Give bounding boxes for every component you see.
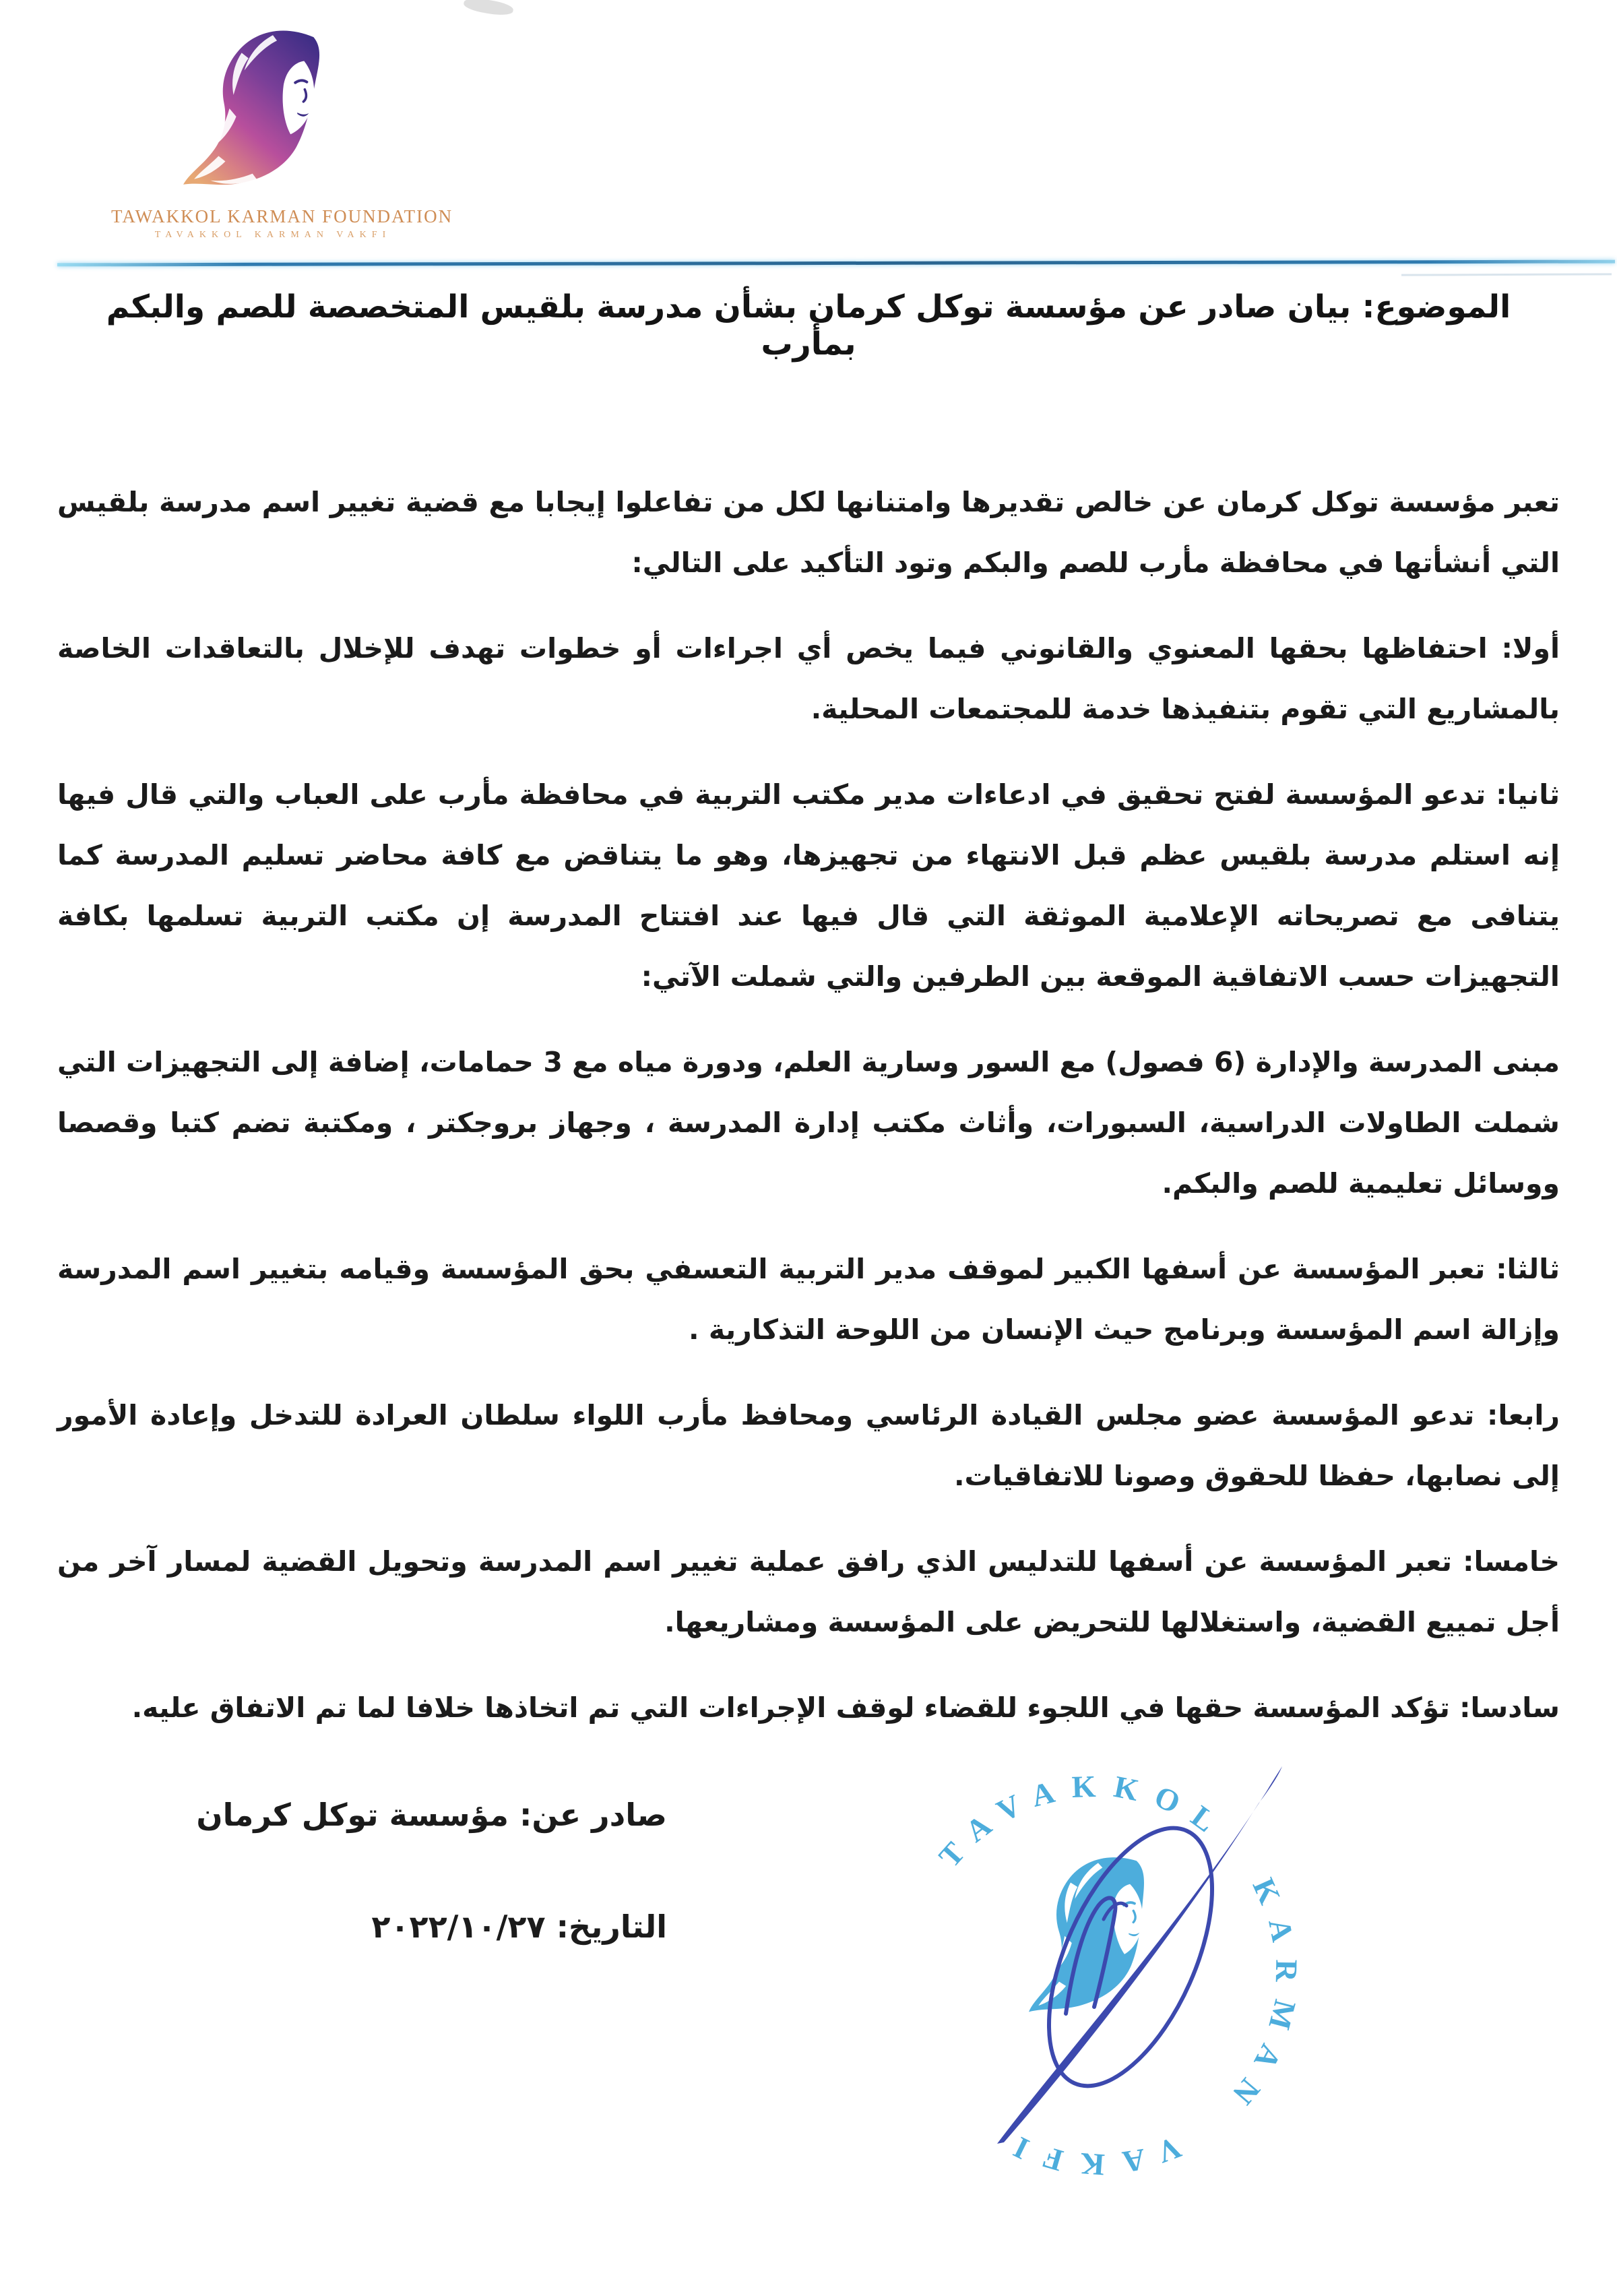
letter-footer [0,1763,1617,2275]
header-divider-echo [1401,273,1612,276]
issued-by-line: صادر عن: مؤسسة توكل كرمان [196,1797,667,1833]
letter-header [0,0,1617,472]
hijab-woman-logo-icon [162,20,384,204]
paragraph-fourth: رابعا: تدعو المؤسسة عضو مجلس القيادة الرئاسي ومحافظ مأرب اللواء سلطان العرادة للتدخل وإعادة الأمور إلى نصابها، حفظا للحقوق وصونا للاتفاقيات. [57,1399,1560,1492]
issued-block [196,1797,667,1945]
paragraph-sixth: سادسا: تؤكد المؤسسة حقها في اللجوء للقضاء لوقف الإجراءات التي تم اتخاذها خلافا لما تم الاتفاق عليه. [131,1692,1560,1724]
foundation-stamp-icon [925,1747,1325,2197]
paragraph-third: ثالثا: تعبر المؤسسة عن أسفها الكبير لموقف مدير التربية التعسفي بحق المؤسسة وقيامه بتغيير اسم المدرسة وإزالة اسم المؤسسة وبرنامج حيث الإنسان من اللوحة التذكارية . [57,1253,1560,1346]
date-line: التاريخ: ٢٠٢٢/١٠/٢٧ [371,1909,667,1945]
subject-title: الموضوع: بيان صادر عن مؤسسة توكل كرمان بشأن مدرسة بلقيس المتخصصة للصم والبكم بمأرب [106,288,1511,363]
paragraph-equipment: مبنى المدرسة والإدارة (6 فصول) مع السور وسارية العلم، ودورة مياه مع 3 حمامات، إضافة إلى التجهيزات التي شملت الطاولات الدراسية، السبورات، وأثاث مكتب إدارة المدرسة ، وجهاز بروجكتر ، ومكتبة تضم كتبا وقصصا ووسائل تعليمية للصم والبكم. [57,1046,1560,1200]
paragraph-first: أولا: احتفاظها بحقها المعنوي والقانوني فيما يخص أي اجراءات أو خطوات تهدف للإخلال بالتعاقدات الخاصة بالمشاريع التي تقوم بتنفيذها خدمة للمجتمعات المحلية. [57,632,1560,725]
stamp-and-signature [835,1696,1361,2208]
paragraph-second: ثانيا: تدعو المؤسسة لفتح تحقيق في ادعاءات مدير مكتب التربية في محافظة مأرب على العباب والتي قال فيها إنه استلم مدرسة بلقيس عظم قبل الانتهاء من تجهيزها، وهو ما يتناقض مع كافة محاضر تسليم المدرسة كما يتنافى مع تصريحاته الإعلامية الموثقة التي قال فيها عند افتتاح المدرسة إن مكتب التربية تسلمها بكافة التجهيزات حسب الاتفاقية الموقعة بين الطرفين والتي شملت الآتي: [57,778,1560,993]
stamp-ring-text: TAVAKKOL KARMAN VAKFI [932,1768,1304,2183]
paragraph-intro: تعبر مؤسسة توكل كرمان عن خالص تقديرها وامتنانها لكل من تفاعلوا إيجابا مع قضية تغيير اسم مدرسة بلقيس التي أنشأتها في محافظة مأرب للصم والبكم وتود التأكيد على التالي: [57,486,1560,579]
scan-smudge [463,0,514,18]
foundation-logo [111,20,453,241]
foundation-name-en: TAWAKKOL KARMAN FOUNDATION [111,206,453,226]
paragraph-fifth: خامسا: تعبر المؤسسة عن أسفها للتدليس الذي رافق عملية تغيير اسم المدرسة وتحويل القضية لمسار آخر من أجل تمييع القضية، واستغلالها للتحريض على المؤسسة ومشاريعها. [57,1545,1560,1638]
letter-body [57,472,1560,1738]
foundation-name-tr: TAVAKKOL KARMAN VAKFI [154,230,391,240]
header-divider-line [57,260,1615,267]
